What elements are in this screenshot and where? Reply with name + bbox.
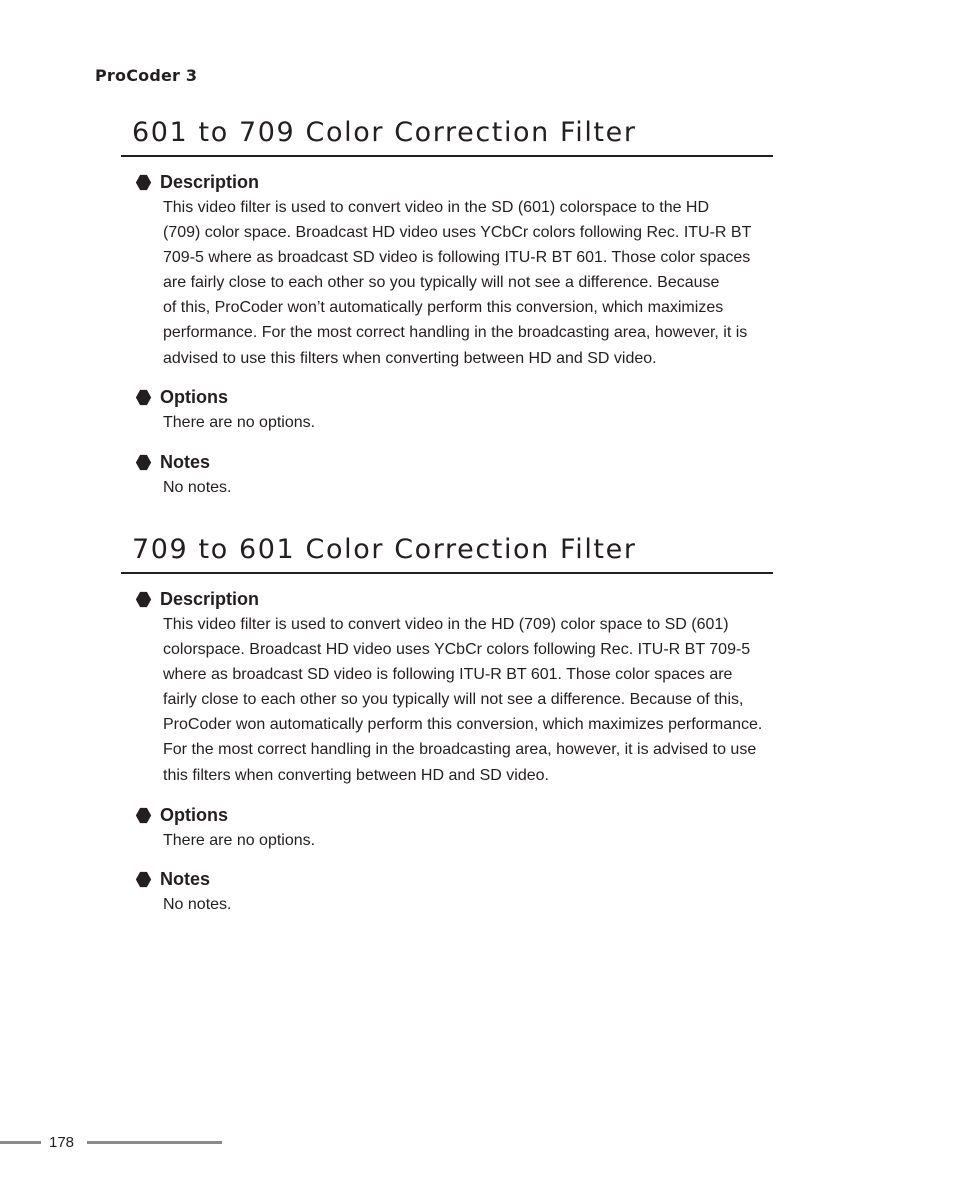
footer-rule-left bbox=[0, 1141, 41, 1144]
description-block bbox=[135, 171, 828, 371]
section-title: 709 to 601 Color Correction Filter bbox=[132, 534, 637, 565]
section-title: 601 to 709 Color Correction Filter bbox=[132, 117, 637, 148]
notes-text bbox=[163, 892, 828, 917]
description-block bbox=[135, 588, 828, 788]
hexagon-bullet-icon bbox=[135, 871, 152, 888]
hexagon-bullet-icon bbox=[135, 174, 152, 191]
text-line: where as broadcast SD video is following ITU-R BT 601. Those color spaces are bbox=[163, 666, 733, 684]
footer-rule-right bbox=[87, 1141, 222, 1144]
notes-label: Notes bbox=[160, 451, 211, 472]
options-text bbox=[163, 828, 828, 853]
section-title-rule bbox=[121, 572, 773, 574]
text-line: This video filter is used to convert video in the HD (709) color space to SD (601) bbox=[163, 616, 729, 633]
text-line: No notes. bbox=[163, 896, 232, 913]
options-block bbox=[135, 386, 828, 435]
description-label: Description bbox=[160, 588, 260, 609]
page-number: 178 bbox=[49, 1134, 75, 1151]
notes-label: Notes bbox=[160, 868, 211, 889]
description-text bbox=[163, 195, 828, 371]
hexagon-bullet-icon bbox=[135, 389, 152, 406]
text-line: colorspace. Broadcast HD video uses YCbCr colors following Rec. ITU-R BT 709-5 bbox=[163, 641, 751, 659]
options-block bbox=[135, 804, 828, 853]
options-label: Options bbox=[160, 804, 228, 825]
text-line: advised to use this filters when converting between HD and SD video. bbox=[163, 349, 657, 367]
text-line: of this, ProCoder won’t automatically perform this conversion, which maximizes bbox=[163, 299, 724, 317]
text-line: No notes. bbox=[163, 479, 232, 496]
description-text bbox=[163, 612, 828, 788]
notes-block bbox=[135, 451, 828, 500]
section-title-rule bbox=[121, 155, 773, 157]
text-line: (709) color space. Broadcast HD video uses YCbCr colors following Rec. ITU-R BT bbox=[163, 224, 752, 242]
text-line: There are no options. bbox=[163, 414, 316, 431]
options-text bbox=[163, 410, 828, 435]
options-label: Options bbox=[160, 386, 228, 407]
text-line: this filters when converting between HD and SD video. bbox=[163, 766, 549, 784]
description-label: Description bbox=[160, 171, 260, 192]
running-header-title: ProCoder 3 bbox=[95, 66, 198, 85]
text-line: fairly close to each other so you typically will not see a difference. Because of this, bbox=[163, 691, 744, 709]
text-line: For the most correct handling in the broadcasting area, however, it is advised to use bbox=[163, 741, 757, 759]
text-line: There are no options. bbox=[163, 832, 316, 849]
notes-text bbox=[163, 475, 828, 500]
text-line: performance. For the most correct handling in the broadcasting area, however, it is bbox=[163, 324, 748, 342]
text-line: This video filter is used to convert video in the SD (601) colorspace to the HD bbox=[163, 199, 710, 216]
hexagon-bullet-icon bbox=[135, 454, 152, 471]
text-line: 709-5 where as broadcast SD video is following ITU-R BT 601. Those color spaces bbox=[163, 249, 751, 267]
text-line: ProCoder won automatically perform this conversion, which maximizes performance. bbox=[163, 716, 763, 734]
notes-block bbox=[135, 868, 828, 917]
hexagon-bullet-icon bbox=[135, 591, 152, 608]
hexagon-bullet-icon bbox=[135, 807, 152, 824]
text-line: are fairly close to each other so you typically will not see a difference. Because bbox=[163, 274, 720, 292]
